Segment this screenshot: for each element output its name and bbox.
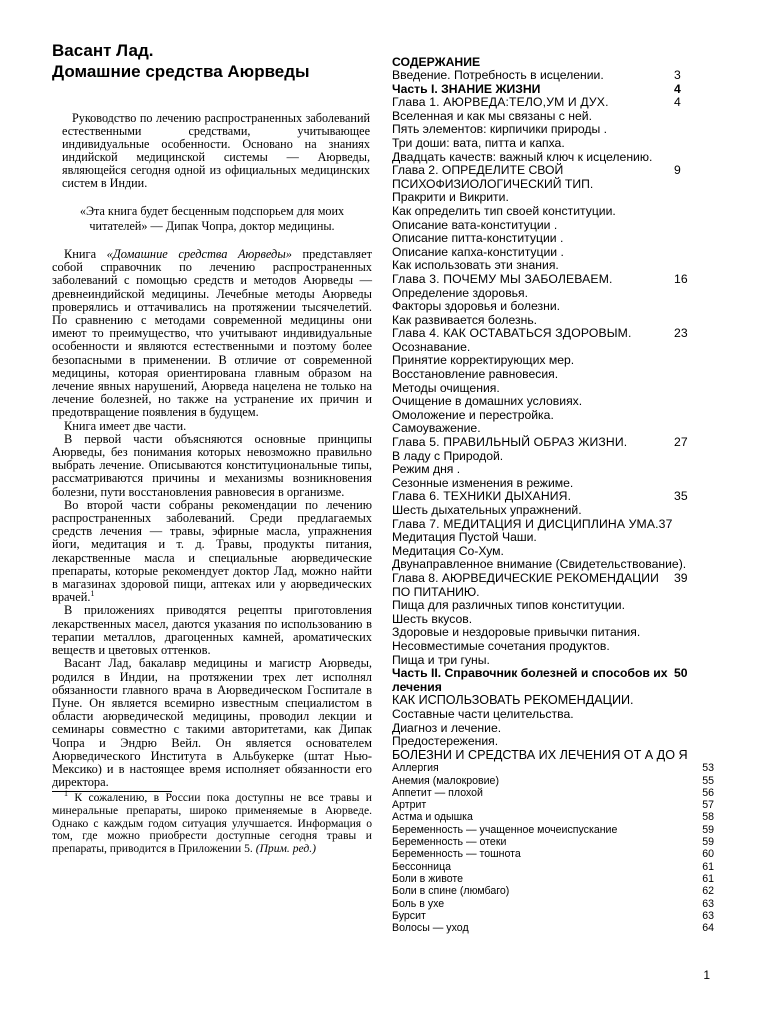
- toc-entry[interactable]: [392, 327, 714, 341]
- toc-entries: [392, 69, 714, 762]
- toc-entry-title: Методы очищения.: [392, 380, 500, 395]
- disease-entry-title: Беременность — тошнота: [392, 848, 521, 861]
- disease-entry-title: Анемия (малокровие): [392, 774, 499, 787]
- disease-entry-page: 61: [702, 860, 714, 873]
- paragraph: В приложениях приводятся рецепты приготовления лекарственных масел, даются указания по использованию в терапии металлов, драгоценных камней, ароматических веществ и цветовых оттенков.: [52, 603, 372, 658]
- toc-entry[interactable]: [392, 368, 714, 382]
- page-number: 1: [703, 968, 710, 982]
- footnote: [52, 789, 372, 855]
- toc-entry-title: Глава 7. МЕДИТАЦИЯ И ДИСЦИПЛИНА УМА.37: [392, 516, 673, 531]
- disease-entry-page: 53: [702, 762, 714, 775]
- toc-entry[interactable]: [392, 667, 714, 694]
- toc-entry-title: Как развивается болезнь.: [392, 312, 538, 327]
- toc-entry-title: Сезонные изменения в режиме.: [392, 475, 574, 490]
- toc-entry-title: Двадцать качеств: важный ключ к исцелению.: [392, 149, 653, 164]
- toc-entry[interactable]: [392, 232, 714, 246]
- disease-entry-page: 56: [702, 786, 714, 799]
- disease-index: [392, 762, 714, 934]
- toc-entry[interactable]: [392, 219, 714, 233]
- paragraph: [52, 499, 372, 605]
- toc-entry-page: 35: [674, 489, 688, 504]
- disease-entry-page: 63: [702, 897, 714, 910]
- toc-entry[interactable]: [392, 749, 714, 763]
- toc-entry-title: Три доши: вата, питта и капха.: [392, 135, 565, 150]
- toc-entry-page: 16: [674, 271, 688, 286]
- toc-entry-title: БОЛЕЗНИ И СРЕДСТВА ИХ ЛЕЧЕНИЯ ОТ А ДО Я: [392, 747, 688, 762]
- toc-entry-title: Пища и три гуны.: [392, 652, 490, 667]
- toc-entry[interactable]: [392, 722, 714, 736]
- toc-entry[interactable]: [392, 436, 714, 450]
- toc-entry-title: Глава 1. АЮРВЕДА:ТЕЛО,УМ И ДУХ.: [392, 95, 609, 110]
- toc-entry-title: Вселенная и как мы связаны с ней.: [392, 108, 592, 123]
- disease-entry[interactable]: [392, 861, 714, 873]
- toc-entry[interactable]: [392, 246, 714, 260]
- toc-entry-title: Медитация Пустой Чаши.: [392, 530, 537, 545]
- toc-entry-title: Глава 8. АЮРВЕДИЧЕСКИЕ РЕКОМЕНДАЦИИ ПО ПИТАНИЮ.: [392, 570, 659, 599]
- toc-entry-page: 27: [674, 435, 688, 450]
- toc-entry-title: Описание капха-конституции .: [392, 244, 564, 259]
- toc-entry-page: 4: [674, 81, 681, 96]
- toc-entry[interactable]: [392, 314, 714, 328]
- disease-entry-page: 59: [702, 836, 714, 849]
- disease-entry[interactable]: [392, 836, 714, 848]
- toc-entry[interactable]: [392, 613, 714, 627]
- toc-entry-title: Часть II. Справочник болезней и способов их лечения: [392, 666, 668, 694]
- disease-entry[interactable]: [392, 799, 714, 811]
- disease-entry[interactable]: [392, 848, 714, 860]
- endorsement-quote: «Эта книга будет бесценным подспорьем для моих читателей» — Дипак Чопра, доктор медицины.: [79, 204, 345, 233]
- disease-entry-title: Беременность — отеки: [392, 836, 507, 849]
- toc-entry[interactable]: [392, 558, 714, 572]
- toc-entry[interactable]: [392, 518, 714, 532]
- disease-entry-page: 55: [702, 774, 714, 787]
- footnote-reference[interactable]: 1: [90, 589, 95, 599]
- disease-entry[interactable]: [392, 775, 714, 787]
- disease-entry[interactable]: [392, 910, 714, 922]
- disease-entry-page: 61: [702, 872, 714, 885]
- toc-entry-title: Описание вата-конституции .: [392, 217, 558, 232]
- footnote-mark: 1: [64, 789, 68, 799]
- toc-entry-title: Режим дня .: [392, 462, 461, 477]
- toc-entry-title: Шесть дыхательных упражнений.: [392, 503, 582, 517]
- toc-entry-title: Здоровые и нездоровые привычки питания.: [392, 625, 641, 640]
- disease-entry[interactable]: [392, 922, 714, 934]
- toc-entry-page: 3: [674, 68, 681, 82]
- toc-entry-title: Пища для различных типов конституции.: [392, 598, 625, 613]
- toc-entry-title: Омоложение и перестройка.: [392, 407, 554, 422]
- toc-entry-title: Очищение в домашних условиях.: [392, 394, 583, 409]
- toc-entry-title: Самоуважение.: [392, 421, 481, 436]
- toc-entry[interactable]: [392, 287, 714, 301]
- table-of-contents: [392, 56, 714, 934]
- toc-entry[interactable]: [392, 123, 714, 137]
- toc-entry-title: Глава 4. КАК ОСТАВАТЬСЯ ЗДОРОВЫМ.: [392, 326, 632, 341]
- title-book: Домашние средства Аюрведы: [52, 62, 310, 81]
- left-column: [52, 40, 372, 855]
- toc-entry[interactable]: [392, 531, 714, 545]
- disease-entry[interactable]: [392, 898, 714, 910]
- disease-entry-page: 57: [702, 799, 714, 812]
- disease-entry[interactable]: [392, 811, 714, 823]
- toc-entry-title: Глава 6. ТЕХНИКИ ДЫХАНИЯ.: [392, 489, 572, 504]
- toc-entry[interactable]: [392, 708, 714, 722]
- toc-entry[interactable]: [392, 259, 714, 273]
- toc-entry-title: Как определить тип своей конституции.: [392, 203, 616, 218]
- toc-entry-title: Несовместимые сочетания продуктов.: [392, 638, 610, 653]
- toc-entry-title: Определение здоровья.: [392, 285, 529, 300]
- toc-entry-title: Предостережения.: [392, 734, 499, 749]
- toc-entry[interactable]: [392, 640, 714, 654]
- toc-entry-title: Как использовать эти знания.: [392, 258, 559, 273]
- toc-entry[interactable]: [392, 599, 714, 613]
- toc-entry-title: Описание питта-конституции .: [392, 231, 564, 246]
- disease-entry-title: Бессонница: [392, 860, 452, 873]
- toc-entry[interactable]: [392, 300, 714, 314]
- book-abstract: Руководство по лечению распространенных заболеваний естественными средствами, учитывающее индивидуальные особенности. Основано на знаниях индийской медицинской системы — Аюрведы, являющейся сегодня одной из официальных медицинских систем в Индии.: [62, 111, 370, 190]
- toc-entry[interactable]: [392, 409, 714, 423]
- toc-entry[interactable]: [392, 694, 714, 708]
- toc-entry[interactable]: [392, 450, 714, 464]
- toc-entry-title: Введение. Потребность в исцелении.: [392, 68, 604, 82]
- disease-entry[interactable]: [392, 824, 714, 836]
- toc-entry-page: 23: [674, 326, 688, 341]
- toc-entry-title: Глава 5. ПРАВИЛЬНЫЙ ОБРАЗ ЖИЗНИ.: [392, 435, 628, 450]
- disease-entry[interactable]: [392, 787, 714, 799]
- toc-entry-title: В ладу с Природой.: [392, 448, 504, 463]
- toc-entry-title: Принятие корректирующих мер.: [392, 353, 575, 368]
- toc-entry-page: 9: [674, 163, 681, 178]
- paragraph-text: Книга: [64, 247, 107, 261]
- toc-entry[interactable]: [392, 382, 714, 396]
- paragraph: Книга имеет две части.: [64, 418, 187, 433]
- toc-entry[interactable]: [392, 273, 714, 287]
- paragraph: Васант Лад, бакалавр медицины и магистр Аюрведы, родился в Индии, на протяжении трех лет исполнял обязанности главного врача в Аюрведическом Госпитале в Пуне. Он является всемирно известным специалистом в области аюрведической медицины, проводил лекции и семинары совместно с такими авторитетами, как Дипак Чопра и Эндрю Вейл. Он является основателем Аюрведического Института в Альбукерке (штат Нью-Мексико) и в настоящее время исполняет обязанности его директора.: [52, 656, 372, 790]
- disease-entry[interactable]: [392, 873, 714, 885]
- toc-entry[interactable]: [392, 191, 714, 205]
- footnote-editor-note: (Прим. ред.): [255, 841, 317, 855]
- disease-entry-title: Волосы — уход: [392, 922, 469, 935]
- paragraph: В первой части объясняются основные принципы Аюрведы, без понимания которых невозможно правильно выбрать лечение. Описываются конституциональные типы, рассматриваются причины и механизмы возникновения болезни, пути восстановления равновесия в организме.: [52, 431, 372, 499]
- toc-entry-title: Диагноз и лечение.: [392, 720, 502, 735]
- title-author: Васант Лад.: [52, 41, 154, 60]
- book-title-italic: «Домашние средства Аюрведы»: [106, 247, 292, 261]
- toc-entry-title: Медитация Со-Хум.: [392, 543, 504, 558]
- disease-entry-page: 64: [702, 922, 714, 935]
- disease-entry-title: Артрит: [392, 799, 427, 812]
- disease-entry-title: Боль в ухе: [392, 897, 445, 910]
- disease-entry[interactable]: [392, 762, 714, 774]
- disease-entry-page: 62: [702, 885, 714, 898]
- disease-entry-title: Астма и одышка: [392, 811, 473, 824]
- disease-entry-page: 63: [702, 909, 714, 922]
- toc-entry-page: 39: [674, 570, 688, 585]
- toc-entry-title: Глава 3. ПОЧЕМУ МЫ ЗАБОЛЕВАЕМ.: [392, 271, 613, 286]
- toc-entry[interactable]: [392, 422, 714, 436]
- toc-heading: СОДЕРЖАНИЕ: [392, 55, 481, 69]
- disease-entry-page: 59: [702, 823, 714, 836]
- disease-entry-title: Боли в животе: [392, 872, 464, 885]
- toc-entry-title: Составные части целительства.: [392, 706, 574, 721]
- disease-entry-page: 58: [702, 811, 714, 824]
- toc-entry[interactable]: [392, 545, 714, 559]
- toc-entry[interactable]: [392, 654, 714, 668]
- toc-entry[interactable]: [392, 735, 714, 749]
- toc-entry[interactable]: [392, 341, 714, 355]
- toc-entry-title: Шесть вкусов.: [392, 611, 473, 626]
- toc-entry[interactable]: [392, 164, 714, 191]
- paragraph-text: представляет собой справочник по лечению распространенных заболеваний с помощью средств и методов Аюрведы — древнеиндийской медицины. Лечебные методы Аюрведы проверялись и оттачивались на протяжении тысячелетий. По сравнению с методами современной медицины они имеют то преимущество, что учитывают индивидуальные особенности и являются естественными и поэтому более безопасными в применении. В отличие от современной медицины, которая ориентирована главным образом на лечение явных нарушений, Аюрведа нацелена не только на лечение болезней, но также на устранение их причин и предотвращение появления в будущем.: [52, 247, 372, 420]
- toc-entry-title: Восстановление равновесия.: [392, 367, 559, 382]
- disease-entry-title: Беременность — учащенное мочеиспускание: [392, 823, 618, 836]
- toc-entry[interactable]: [392, 463, 714, 477]
- toc-entry[interactable]: [392, 83, 714, 97]
- toc-entry-title: Пять элементов: кирпичики природы .: [392, 122, 608, 137]
- toc-entry-page: 50: [674, 666, 688, 681]
- toc-entry[interactable]: [392, 110, 714, 124]
- disease-entry-page: 60: [702, 848, 714, 861]
- disease-entry-title: Аппетит — плохой: [392, 786, 483, 799]
- paragraph-text: Во второй части собраны рекомендации по лечению распространенных заболеваний. Среди предлагаемых средств лечения — травы, эфирные масла, упражнения йоги, медитация и т. д. Травы, продукты питания, лекарственные масла и специальные аюрведические препараты, которые рекомендует доктор Лад, можно найти в магазинах здоровой пищи, аптеках или у аюрведических врачей.: [52, 497, 372, 605]
- toc-entry[interactable]: [392, 205, 714, 219]
- toc-entry[interactable]: [392, 137, 714, 151]
- toc-entry-title: Осознавание.: [392, 339, 471, 354]
- toc-entry[interactable]: [392, 626, 714, 640]
- toc-entry[interactable]: [392, 504, 714, 518]
- toc-entry[interactable]: [392, 477, 714, 491]
- disease-entry[interactable]: [392, 885, 714, 897]
- book-title: [52, 40, 372, 82]
- toc-entry[interactable]: [392, 69, 714, 83]
- toc-entry[interactable]: [392, 490, 714, 504]
- toc-entry[interactable]: [392, 354, 714, 368]
- toc-entry-title: Часть I. ЗНАНИЕ ЖИЗНИ: [392, 81, 541, 96]
- toc-entry-title: Пракрити и Викрити.: [392, 190, 509, 205]
- book-description: [52, 248, 372, 789]
- toc-entry[interactable]: [392, 395, 714, 409]
- toc-entry-title: Факторы здоровья и болезни.: [392, 299, 561, 314]
- disease-entry-title: Аллергия: [392, 762, 439, 775]
- disease-entry-title: Бурсит: [392, 909, 426, 922]
- paragraph: [52, 248, 372, 420]
- toc-entry-title: Двунаправленное внимание (Свидетельствование).: [392, 557, 687, 572]
- toc-entry[interactable]: [392, 572, 714, 599]
- toc-entry-page: 4: [674, 95, 681, 110]
- toc-entry[interactable]: [392, 96, 714, 110]
- toc-entry-title: КАК ИСПОЛЬЗОВАТЬ РЕКОМЕНДАЦИИ.: [392, 693, 634, 708]
- disease-entry-title: Боли в спине (люмбаго): [392, 885, 510, 898]
- footnote-text: К сожалению, в России пока доступны не все травы и минеральные препараты, широко применяемые в Аюрведе. Однако с каждым годом ситуация улучшается. Информация о том, где можно приобрести доступные сегодня травы и препараты, приводится в Приложении 5.: [52, 791, 372, 855]
- toc-entry-title: Глава 2. ОПРЕДЕЛИТЕ СВОЙ ПСИХОФИЗИОЛОГИЧЕСКИЙ ТИП.: [392, 163, 594, 191]
